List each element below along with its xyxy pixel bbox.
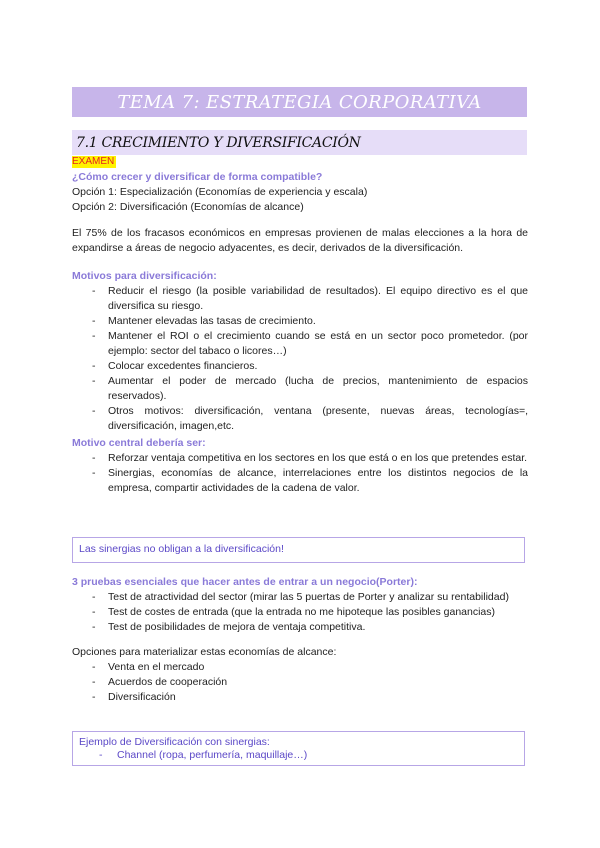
list-item: - Diversificación: [72, 690, 528, 705]
motivos-list: [72, 284, 528, 434]
option-1: Opción 1: Especialización (Economías de experiencia y escala): [72, 186, 368, 198]
section-banner: [72, 130, 527, 155]
list-item: - Test de posibilidades de mejora de ventaja competitiva.: [72, 620, 528, 635]
question-heading: ¿Cómo crecer y diversificar de forma compatible?: [72, 171, 323, 183]
list-item: - Channel (ropa, perfumería, maquillaje…): [79, 749, 518, 762]
pruebas-list: [72, 590, 528, 635]
list-item: - Acuerdos de cooperación: [72, 675, 528, 690]
ejemplo-callout: [72, 731, 525, 766]
list-item: - Mantener el ROI o el crecimiento cuando se está en un sector poco prometedor. (por ejemplo: sector del tabaco o licores…): [72, 329, 528, 359]
sinergias-text: Las sinergias no obligan a la diversificación!: [79, 543, 284, 555]
pruebas-section: [72, 575, 528, 635]
motivos-heading: Motivos para diversificación:: [72, 270, 217, 282]
option-2: Opción 2: Diversificación (Economías de alcance): [72, 201, 304, 213]
section-title: 7.1 CRECIMIENTO Y DIVERSIFICACIÓN: [76, 134, 361, 151]
list-item: - Mantener elevadas las tasas de crecimiento.: [72, 314, 528, 329]
sinergias-callout: [72, 537, 525, 563]
list-item: - Aumentar el poder de mercado (lucha de precios, mantenimiento de espacios reservados).: [72, 374, 528, 404]
list-item: - Otros motivos: diversificación, ventana (presente, nuevas áreas, tecnologías=, diversificación, imagen,etc.: [72, 404, 528, 434]
list-item: - Reducir el riesgo (la posible variabilidad de resultados). El equipo directivo es el que diversifica su riesgo.: [72, 284, 528, 314]
list-item: - Venta en el mercado: [72, 660, 528, 675]
list-item: - Reforzar ventaja competitiva en los sectores en los que está o en los que pretendes estar.: [72, 451, 528, 466]
list-item: - Test de costes de entrada (que la entrada no me hipoteque las posibles ganancias): [72, 605, 528, 620]
pruebas-heading: 3 pruebas esenciales que hacer antes de entrar a un negocio(Porter):: [72, 576, 418, 588]
opciones-section: [72, 645, 528, 705]
intro-paragraph: El 75% de los fracasos económicos en empresas provienen de malas elecciones a la hora de expandirse a áreas de negocio adyacentes, es decir, derivados de la diversificación.: [72, 227, 528, 254]
motivos-section: [72, 269, 528, 434]
examen-highlight: EXAMEN: [72, 156, 115, 167]
list-item: - Sinergias, economías de alcance, interrelaciones entre los distintos negocios de la empresa, compartir actividades de la cadena de valor.: [72, 466, 528, 496]
ejemplo-list: [79, 749, 518, 762]
motivo-central-heading: Motivo central debería ser:: [72, 437, 206, 449]
list-item: - Colocar excedentes financieros.: [72, 359, 528, 374]
intro-block: [72, 170, 528, 215]
page-title: TEMA 7: ESTRATEGIA CORPORATIVA: [117, 91, 482, 113]
motivo-central-section: [72, 436, 528, 496]
opciones-list: [72, 660, 528, 705]
title-banner: [72, 87, 527, 117]
list-item: - Test de atractividad del sector (mirar las 5 puertas de Porter y analizar su rentabilidad): [72, 590, 528, 605]
ejemplo-heading: Ejemplo de Diversificación con sinergias:: [79, 736, 270, 748]
motivo-central-list: [72, 451, 528, 496]
opciones-heading: Opciones para materializar estas economías de alcance:: [72, 646, 337, 658]
